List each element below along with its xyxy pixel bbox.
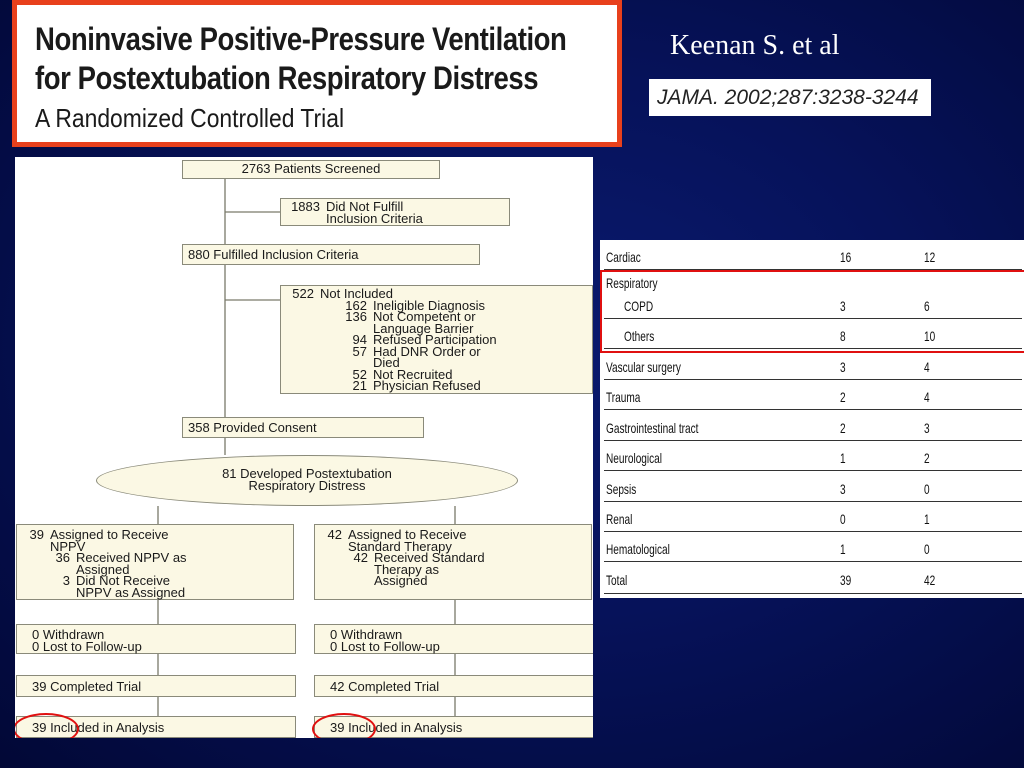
- not-included-box: [280, 285, 593, 394]
- not-included-text: Ineligible Diagnosis: [373, 297, 486, 313]
- nppv-arm-count: [48, 587, 70, 599]
- left-followup-box: [16, 624, 296, 654]
- table-row-label: Gastrointestinal tract: [606, 420, 699, 436]
- table-row: [604, 353, 1022, 380]
- not-included-count: 522: [292, 286, 314, 301]
- table-cell-standard: 12: [924, 249, 936, 265]
- standard-arm-text: Received Standard: [374, 550, 485, 565]
- not-included-text: Not Included: [320, 286, 393, 301]
- fulfilled-box: 880 Fulfilled Inclusion Criteria: [182, 244, 480, 265]
- title-card: [12, 0, 622, 147]
- developed-line-2: Respiratory Distress: [248, 478, 366, 493]
- not-included-count: 52: [352, 366, 367, 382]
- standard-arm-count: [346, 575, 368, 587]
- right-analysis-highlight: [312, 713, 376, 738]
- right-lost: 0 Lost to Follow-up: [330, 638, 440, 654]
- authors: Keenan S. et al: [670, 30, 840, 61]
- not-included-text: Not Competent or: [373, 309, 476, 324]
- table-row-label: Renal: [606, 511, 633, 527]
- not-fulfill-count: [286, 213, 320, 225]
- table-cell-standard: 0: [924, 541, 930, 557]
- table-row-label: Trauma: [606, 389, 641, 405]
- table-row-label: Neurological: [606, 450, 663, 466]
- table-cell-standard: 4: [924, 359, 930, 375]
- table-cell-nppv: 16: [840, 249, 852, 265]
- not-included-count: 162: [345, 297, 367, 313]
- table-cell-nppv: 8: [840, 328, 846, 344]
- left-analysis-highlight: [15, 713, 79, 738]
- nppv-arm-text: Assigned to Receive: [50, 527, 169, 542]
- not-included-text: Refused Participation: [373, 332, 497, 347]
- not-fulfill-text: Inclusion Criteria: [326, 210, 423, 226]
- nppv-arm-line: [22, 552, 288, 564]
- nppv-arm-text: Did Not Receive: [76, 573, 170, 588]
- standard-arm-text: Assigned to Receive: [348, 527, 467, 542]
- table-row: [604, 243, 1022, 270]
- right-followup-box: [314, 624, 593, 654]
- table-row-label: Cardiac: [606, 249, 641, 265]
- respiratory-highlight-box: [600, 270, 1024, 353]
- standard-arm-count: [320, 541, 342, 553]
- not-fulfill-text: Did Not Fulfill: [326, 199, 404, 214]
- table-cell-standard: 1: [924, 511, 930, 527]
- table-row-label: Sepsis: [606, 481, 637, 497]
- nppv-arm-count: [22, 541, 44, 553]
- screened-box: 2763 Patients Screened: [182, 160, 440, 179]
- table-row: [604, 444, 1022, 471]
- left-analysis-box: 39 Included in Analysis: [16, 716, 296, 738]
- not-fulfill-box: [280, 198, 510, 226]
- standard-arm-text: Standard Therapy: [348, 538, 452, 554]
- table-row-label: Vascular surgery: [606, 359, 681, 375]
- nppv-arm-count: 39: [29, 527, 44, 542]
- table-cell-nppv: 1: [840, 450, 846, 466]
- table-row-label: Respiratory: [606, 275, 658, 291]
- nppv-arm-box: [16, 524, 294, 600]
- nppv-arm-line: [22, 584, 288, 600]
- not-included-text: Died: [373, 355, 400, 370]
- not-fulfill-line: [286, 210, 504, 226]
- title-line-1: Noninvasive Positive-Pressure Ventilation: [35, 21, 567, 57]
- standard-arm-count: [346, 564, 368, 576]
- table-cell-nppv: 3: [840, 298, 846, 314]
- left-lost: 0 Lost to Follow-up: [32, 638, 142, 654]
- nppv-arm-text: Assigned: [76, 561, 130, 577]
- table-cell-standard: 4: [924, 389, 930, 405]
- table-row-label: Others: [624, 328, 655, 344]
- table-cell-standard: 3: [924, 420, 930, 436]
- nppv-arm-text: NPPV: [50, 538, 86, 554]
- table-row: [604, 566, 1022, 594]
- table-cell-nppv: 0: [840, 511, 846, 527]
- right-analysis-box: 39 Included in Analysis: [314, 716, 593, 738]
- standard-arm-count: 42: [353, 550, 368, 565]
- table-cell-standard: 42: [924, 572, 936, 588]
- table-cell-standard: 2: [924, 450, 930, 466]
- standard-arm-line: [320, 575, 586, 587]
- flowchart: [15, 157, 593, 738]
- not-fulfill-count: 1883: [291, 199, 320, 214]
- not-included-count: 57: [352, 343, 367, 359]
- table-row-label: COPD: [624, 298, 654, 314]
- developed-line-1: 81 Developed Postextubation: [222, 466, 392, 481]
- table-cell-standard: 0: [924, 481, 930, 497]
- citation: JAMA. 2002;287:3238-3244: [649, 79, 931, 116]
- table-row-label: Total: [606, 572, 628, 588]
- table-cell-nppv: 2: [840, 420, 846, 436]
- table-row: [604, 505, 1022, 532]
- standard-arm-line: [320, 561, 586, 577]
- standard-arm-text: Therapy as: [374, 561, 440, 577]
- table-cell-standard: 10: [924, 328, 936, 344]
- not-included-count: 94: [352, 332, 367, 347]
- standard-arm-box: [314, 524, 592, 600]
- table-cell-nppv: 1: [840, 541, 846, 557]
- not-included-text: Had DNR Order or: [373, 343, 481, 359]
- title-line-2: for Postextubation Respiratory Distress: [35, 60, 539, 96]
- table-cell-nppv: 3: [840, 481, 846, 497]
- table-cell-nppv: 39: [840, 572, 852, 588]
- nppv-arm-text: NPPV as Assigned: [76, 584, 186, 600]
- table-cell-nppv: 2: [840, 389, 846, 405]
- table-row: [604, 535, 1022, 562]
- standard-arm-text: Assigned: [374, 573, 428, 588]
- table-row-label: Hematological: [606, 541, 670, 557]
- table-row: [604, 414, 1022, 441]
- nppv-arm-count: 3: [62, 573, 70, 588]
- developed-distress-oval: [96, 455, 518, 506]
- title-subtitle: A Randomized Controlled Trial: [35, 103, 345, 133]
- consent-box: 358 Provided Consent: [182, 417, 424, 438]
- not-included-count: 21: [352, 378, 367, 393]
- table-cell-nppv: 3: [840, 359, 846, 375]
- table-cell-standard: 6: [924, 298, 930, 314]
- left-completed-box: 39 Completed Trial: [16, 675, 296, 697]
- not-included-line: [286, 343, 587, 359]
- table-row: [604, 383, 1022, 410]
- right-completed-box: 42 Completed Trial: [314, 675, 593, 697]
- right-withdrawn: 0 Withdrawn: [330, 627, 403, 642]
- not-included-count: 136: [345, 309, 367, 324]
- left-withdrawn: 0 Withdrawn: [32, 627, 105, 642]
- not-included-text: Not Recruited: [373, 366, 453, 382]
- nppv-arm-text: Received NPPV as: [76, 550, 187, 565]
- table-row: [604, 475, 1022, 502]
- standard-arm-count: 42: [327, 527, 342, 542]
- standard-arm-line: [320, 552, 586, 564]
- not-included-text: Language Barrier: [373, 320, 474, 336]
- nppv-arm-count: 36: [55, 550, 70, 565]
- not-included-text: Physician Refused: [373, 378, 481, 393]
- not-included-line: [286, 380, 587, 392]
